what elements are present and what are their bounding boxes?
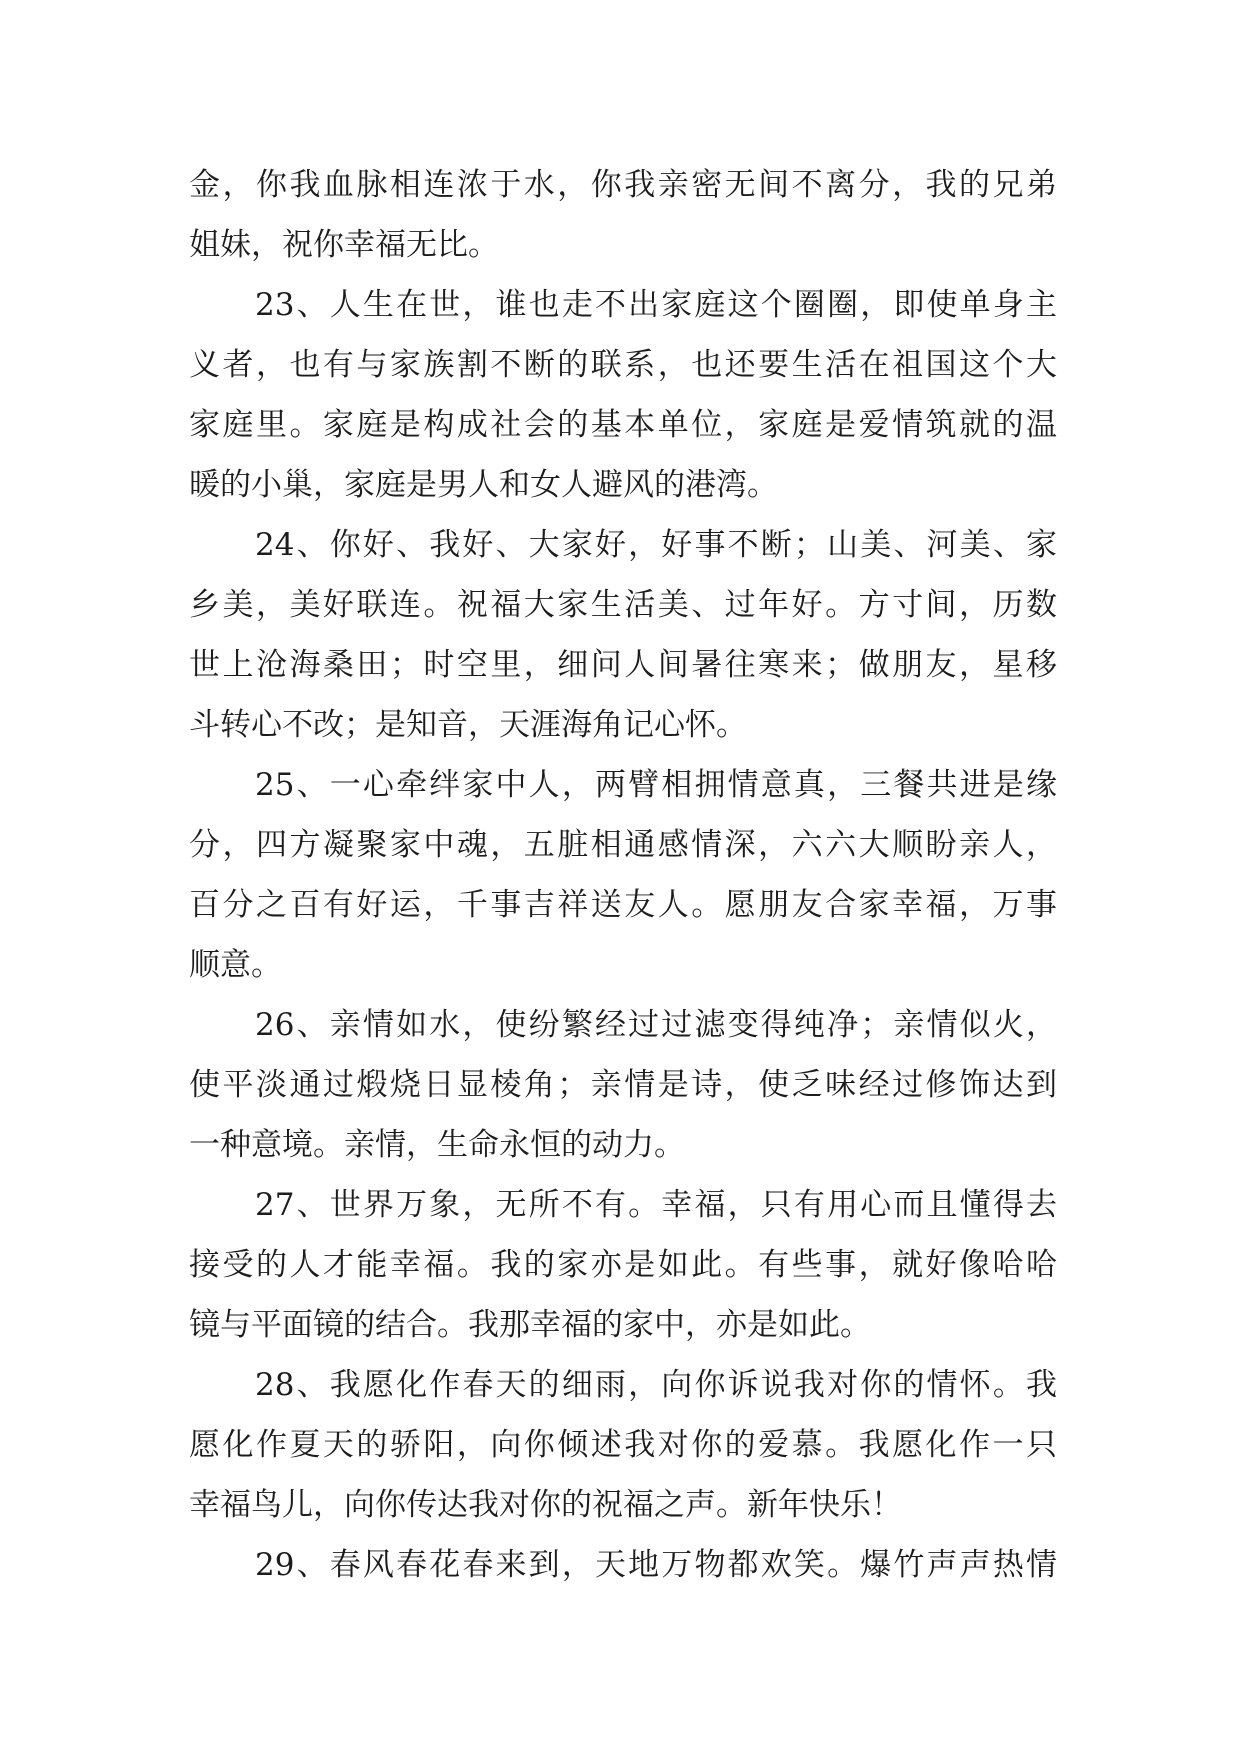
paragraph-first-line: 24、你好、我好、大家好，好事不断；山美、河美、家: [255, 527, 1057, 563]
text-line: 顺意。: [189, 947, 282, 983]
text-line: 姐妹，祝你幸福无比。: [189, 227, 499, 263]
text-line: 乡美，美好联连。祝福大家生活美、过年好。方寸间，历数: [189, 587, 1057, 623]
text-line: 百分之百有好运，千事吉祥送友人。愿朋友合家幸福，万事: [189, 887, 1057, 923]
paragraph-first-line: 28、我愿化作春天的细雨，向你诉说我对你的情怀。我: [255, 1367, 1057, 1403]
text-line: 幸福鸟儿，向你传达我对你的祝福之声。新年快乐！: [189, 1487, 902, 1523]
paragraph-first-line: 23、人生在世，谁也走不出家庭这个圈圈，即使单身主: [255, 287, 1057, 323]
text-line: 使平淡通过煅烧日显棱角；亲情是诗，使乏味经过修饰达到: [189, 1067, 1057, 1103]
paragraph-first-line: 25、一心牵绊家中人，两臂相拥情意真，三餐共进是缘: [255, 767, 1057, 803]
text-line: 斗转心不改；是知音，天涯海角记心怀。: [189, 707, 747, 743]
paragraph-first-line: 26、亲情如水，使纷繁经过过滤变得纯净；亲情似火，: [255, 1007, 1057, 1043]
paragraph-first-line: 27、世界万象，无所不有。幸福，只有用心而且懂得去: [255, 1187, 1057, 1223]
body-text: [189, 155, 1057, 1595]
text-line: 镜与平面镜的结合。我那幸福的家中，亦是如此。: [189, 1307, 871, 1343]
text-line: 愿化作夏天的骄阳，向你倾述我对你的爱慕。我愿化作一只: [189, 1427, 1057, 1463]
text-line: 义者，也有与家族割不断的联系，也还要生活在祖国这个大: [189, 347, 1057, 383]
text-line: 金，你我血脉相连浓于水，你我亲密无间不离分，我的兄弟: [189, 167, 1057, 203]
text-line: 分，四方凝聚家中魂，五脏相通感情深，六六大顺盼亲人，: [189, 827, 1057, 863]
paragraph-first-line: 29、春风春花春来到，天地万物都欢笑。爆竹声声热情: [255, 1547, 1057, 1583]
text-line: 家庭里。家庭是构成社会的基本单位，家庭是爱情筑就的温: [189, 407, 1057, 443]
text-line: 世上沧海桑田；时空里，细问人间暑往寒来；做朋友，星移: [189, 647, 1057, 683]
text-line: 接受的人才能幸福。我的家亦是如此。有些事，就好像哈哈: [189, 1247, 1057, 1283]
text-line: 暖的小巢，家庭是男人和女人避风的港湾。: [189, 467, 778, 503]
text-line: 一种意境。亲情，生命永恒的动力。: [189, 1127, 685, 1163]
